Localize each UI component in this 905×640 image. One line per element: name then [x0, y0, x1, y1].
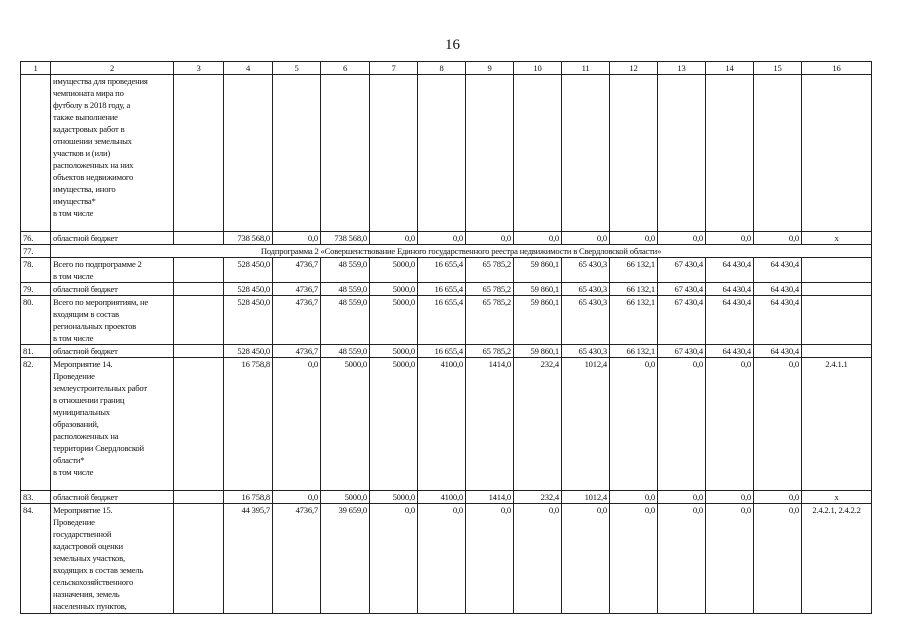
column-number-7: 7: [370, 62, 418, 75]
row-number: 77.: [21, 245, 51, 258]
value-cell: [562, 75, 610, 232]
value-cell: 0,0: [466, 504, 514, 614]
column-number-11: 11: [562, 62, 610, 75]
target-indicator-cell: [802, 296, 872, 345]
value-cell: 0,0: [370, 232, 418, 245]
value-cell: 5000,0: [370, 345, 418, 358]
target-indicator-cell: 2.4.2.1, 2.4.2.2: [802, 504, 872, 614]
value-cell: 16 758,8: [224, 358, 273, 491]
column-number-4: 4: [224, 62, 273, 75]
value-cell: [754, 75, 802, 232]
value-cell: 0,0: [658, 358, 706, 491]
value-cell: 5000,0: [370, 283, 418, 296]
table-row: [21, 504, 872, 614]
value-cell: 65 430,3: [562, 283, 610, 296]
value-cell: 1012,4: [562, 491, 610, 504]
column-number-5: 5: [273, 62, 321, 75]
value-cell: 4736,7: [273, 296, 321, 345]
value-cell: [224, 75, 273, 232]
value-cell: 0,0: [754, 358, 802, 491]
value-cell: 0,0: [514, 232, 562, 245]
table-row: [21, 245, 872, 258]
row-description: областной бюджет: [51, 283, 174, 296]
value-cell: 44 395,7: [224, 504, 273, 614]
value-cell: 738 568,0: [224, 232, 273, 245]
value-cell: 48 559,0: [321, 296, 370, 345]
value-cell: [466, 75, 514, 232]
value-cell: 0,0: [706, 504, 754, 614]
value-cell: 0,0: [754, 232, 802, 245]
table-row: [21, 358, 872, 491]
column-number-16: 16: [802, 62, 872, 75]
value-cell: 67 430,4: [658, 258, 706, 283]
row-description: Мероприятие 15. Проведение государственной кадастровой оценки земельных участков, входящих в состав земель сельскохозяйственного назначения, земель населенных пунктов,: [51, 504, 174, 614]
column-number-8: 8: [418, 62, 466, 75]
value-cell: [706, 75, 754, 232]
column-3-cell: [174, 232, 224, 245]
column-number-10: 10: [514, 62, 562, 75]
target-indicator-cell: x: [802, 232, 872, 245]
value-cell: [610, 75, 658, 232]
column-3-cell: [174, 258, 224, 283]
value-cell: 1012,4: [562, 358, 610, 491]
value-cell: 1414,0: [466, 358, 514, 491]
column-number-2: 2: [51, 62, 174, 75]
value-cell: 66 132,1: [610, 258, 658, 283]
value-cell: 528 450,0: [224, 345, 273, 358]
value-cell: 0,0: [273, 491, 321, 504]
value-cell: 0,0: [658, 504, 706, 614]
value-cell: 0,0: [370, 504, 418, 614]
row-number: 76.: [21, 232, 51, 245]
value-cell: 64 430,4: [706, 283, 754, 296]
value-cell: 0,0: [418, 504, 466, 614]
value-cell: 0,0: [562, 232, 610, 245]
value-cell: 64 430,4: [706, 345, 754, 358]
value-cell: 66 132,1: [610, 283, 658, 296]
value-cell: 4736,7: [273, 345, 321, 358]
value-cell: 39 659,0: [321, 504, 370, 614]
value-cell: 4100,0: [418, 491, 466, 504]
value-cell: 65 430,3: [562, 258, 610, 283]
value-cell: 16 758,8: [224, 491, 273, 504]
row-number: 80.: [21, 296, 51, 345]
value-cell: 0,0: [562, 504, 610, 614]
value-cell: 4736,7: [273, 258, 321, 283]
value-cell: 0,0: [658, 232, 706, 245]
column-number-1: 1: [21, 62, 51, 75]
value-cell: 65 785,2: [466, 283, 514, 296]
value-cell: 5000,0: [370, 358, 418, 491]
value-cell: 5000,0: [321, 491, 370, 504]
value-cell: 0,0: [273, 232, 321, 245]
value-cell: 66 132,1: [610, 296, 658, 345]
value-cell: 67 430,4: [658, 345, 706, 358]
table-row: [21, 232, 872, 245]
value-cell: [658, 75, 706, 232]
value-cell: 0,0: [754, 504, 802, 614]
value-cell: 0,0: [658, 491, 706, 504]
column-number-15: 15: [754, 62, 802, 75]
value-cell: 65 430,3: [562, 345, 610, 358]
row-number: 79.: [21, 283, 51, 296]
value-cell: 66 132,1: [610, 345, 658, 358]
value-cell: 0,0: [754, 491, 802, 504]
value-cell: 16 655,4: [418, 345, 466, 358]
value-cell: 59 860,1: [514, 345, 562, 358]
value-cell: 0,0: [514, 504, 562, 614]
row-description: областной бюджет: [51, 345, 174, 358]
row-description: имущества для проведения чемпионата мира по футболу в 2018 году, а также выполнение кадастровых работ в отношении земельных участков и (или) расположенных на них объектов недвижимого имущества, иного имущества* в том числе: [51, 75, 174, 232]
row-description: Мероприятие 14. Проведение землеустроительных работ в отношении границ муниципальных образований, расположенных на территории Свердловской области* в том числе: [51, 358, 174, 491]
value-cell: 67 430,4: [658, 283, 706, 296]
column-number-14: 14: [706, 62, 754, 75]
row-number: 82.: [21, 358, 51, 491]
value-cell: 4736,7: [273, 283, 321, 296]
column-3-cell: [174, 75, 224, 232]
row-number: 84.: [21, 504, 51, 614]
value-cell: 1414,0: [466, 491, 514, 504]
value-cell: 65 785,2: [466, 296, 514, 345]
target-indicator-cell: x: [802, 491, 872, 504]
table-row: [21, 75, 872, 232]
column-number-3: 3: [174, 62, 224, 75]
row-description: областной бюджет: [51, 491, 174, 504]
value-cell: 0,0: [610, 491, 658, 504]
budget-table: [20, 61, 872, 614]
column-number-6: 6: [321, 62, 370, 75]
target-indicator-cell: [802, 345, 872, 358]
value-cell: 4736,7: [273, 504, 321, 614]
value-cell: 16 655,4: [418, 258, 466, 283]
row-number: 81.: [21, 345, 51, 358]
value-cell: 65 785,2: [466, 345, 514, 358]
table-row: [21, 491, 872, 504]
value-cell: 16 655,4: [418, 283, 466, 296]
value-cell: 5000,0: [321, 358, 370, 491]
value-cell: 5000,0: [370, 491, 418, 504]
target-indicator-cell: 2.4.1.1: [802, 358, 872, 491]
value-cell: 0,0: [418, 232, 466, 245]
value-cell: 64 430,4: [754, 296, 802, 345]
table-row: [21, 258, 872, 283]
value-cell: 4100,0: [418, 358, 466, 491]
value-cell: 5000,0: [370, 296, 418, 345]
column-3-cell: [174, 345, 224, 358]
page-number: 16: [445, 37, 460, 53]
value-cell: 48 559,0: [321, 345, 370, 358]
value-cell: 0,0: [610, 504, 658, 614]
table-row: [21, 345, 872, 358]
value-cell: 59 860,1: [514, 296, 562, 345]
value-cell: 59 860,1: [514, 258, 562, 283]
value-cell: [273, 75, 321, 232]
column-number-13: 13: [658, 62, 706, 75]
value-cell: 16 655,4: [418, 296, 466, 345]
row-description: Всего по мероприятиям, не входящим в состав региональных проектов в том числе: [51, 296, 174, 345]
row-number: 83.: [21, 491, 51, 504]
value-cell: [418, 75, 466, 232]
value-cell: 67 430,4: [658, 296, 706, 345]
table-row: [21, 283, 872, 296]
value-cell: 528 450,0: [224, 283, 273, 296]
column-number-9: 9: [466, 62, 514, 75]
value-cell: 65 430,3: [562, 296, 610, 345]
value-cell: 528 450,0: [224, 258, 273, 283]
value-cell: 64 430,4: [754, 283, 802, 296]
row-description: Всего по подпрограмме 2 в том числе: [51, 258, 174, 283]
row-number: [21, 75, 51, 232]
value-cell: [514, 75, 562, 232]
target-indicator-cell: [802, 283, 872, 296]
row-number: 78.: [21, 258, 51, 283]
column-3-cell: [174, 491, 224, 504]
target-indicator-cell: [802, 75, 872, 232]
value-cell: 0,0: [466, 232, 514, 245]
value-cell: 232,4: [514, 358, 562, 491]
value-cell: 64 430,4: [754, 345, 802, 358]
value-cell: 48 559,0: [321, 283, 370, 296]
table-row: [21, 296, 872, 345]
column-3-cell: [174, 504, 224, 614]
value-cell: [321, 75, 370, 232]
value-cell: 64 430,4: [706, 258, 754, 283]
column-3-cell: [174, 283, 224, 296]
value-cell: 232,4: [514, 491, 562, 504]
value-cell: 0,0: [273, 358, 321, 491]
value-cell: 0,0: [706, 491, 754, 504]
value-cell: [370, 75, 418, 232]
value-cell: 65 785,2: [466, 258, 514, 283]
value-cell: 0,0: [706, 358, 754, 491]
column-3-cell: [174, 296, 224, 345]
row-description: областной бюджет: [51, 232, 174, 245]
value-cell: 48 559,0: [321, 258, 370, 283]
value-cell: 59 860,1: [514, 283, 562, 296]
subprogram-title: Подпрограмма 2 «Совершенствование Единого государственного реестра недвижимости в Свердловской области»: [51, 245, 872, 258]
value-cell: 0,0: [610, 232, 658, 245]
value-cell: 64 430,4: [754, 258, 802, 283]
column-3-cell: [174, 358, 224, 491]
value-cell: 528 450,0: [224, 296, 273, 345]
value-cell: 5000,0: [370, 258, 418, 283]
target-indicator-cell: [802, 258, 872, 283]
value-cell: 0,0: [706, 232, 754, 245]
value-cell: 738 568,0: [321, 232, 370, 245]
column-number-12: 12: [610, 62, 658, 75]
value-cell: 64 430,4: [706, 296, 754, 345]
value-cell: 0,0: [610, 358, 658, 491]
column-number-row: [21, 62, 872, 75]
